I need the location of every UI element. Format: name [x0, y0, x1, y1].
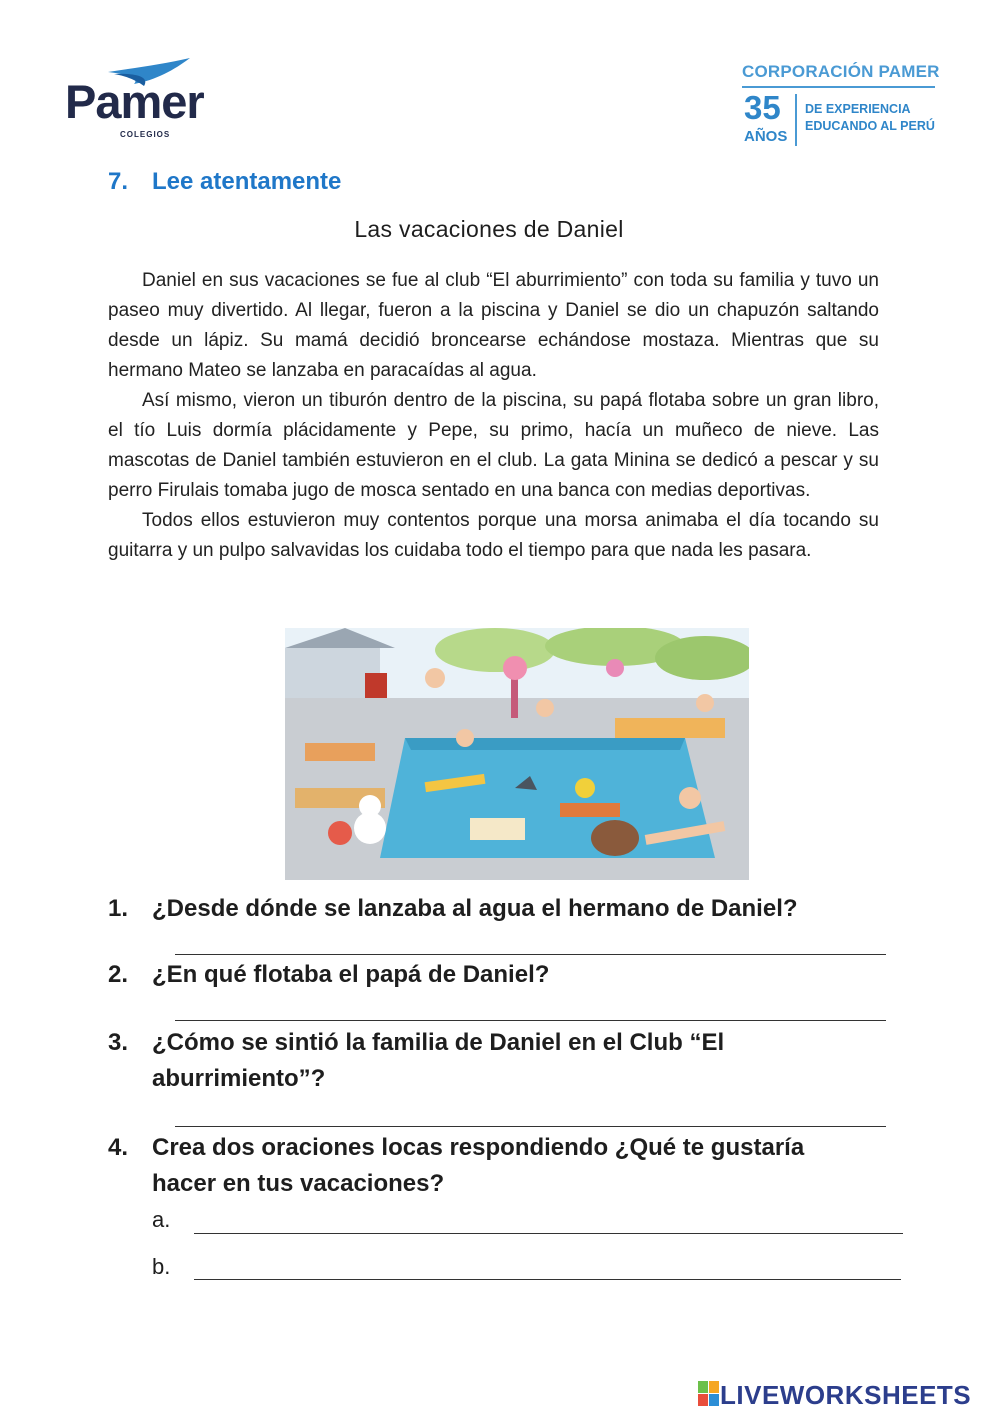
answer-line-a[interactable]: [194, 1233, 903, 1234]
liveworksheets-brand: LIVEWORKSHEETS: [720, 1380, 972, 1410]
years-number: 35: [744, 89, 781, 126]
story-paragraph: Así mismo, vieron un tiburón dentro de la piscina, su papá flotaba sobre un gran libro, el tío Luis dormía plácidamente y Pepe, su primo, hacía un muñeco de nieve. Las mascotas de Daniel también estuvieron en el club. La gata Minina se dedicó a pescar y su perro Firulais tomaba jugo de mosca sentado en una banca con medias deportivas.: [108, 390, 879, 501]
question-4-line-1: Crea dos oraciones locas respondiendo ¿Qué te gustaría: [152, 1134, 805, 1161]
liveworksheets-logo-icon: [698, 1381, 720, 1407]
years-separator: [795, 94, 797, 146]
answer-line-b[interactable]: [194, 1279, 901, 1280]
section-number: 7.: [108, 168, 129, 195]
question-3-line-2: aburrimiento”?: [152, 1065, 326, 1092]
question-1-number: 1.: [108, 895, 129, 922]
pamer-logo-text: Pamer: [65, 75, 204, 128]
section-title: Lee atentamente: [152, 168, 342, 195]
question-1-text: ¿Desde dónde se lanzaba al agua el hermano de Daniel?: [152, 895, 798, 922]
experience-line-1: DE EXPERIENCIA: [805, 102, 911, 116]
option-b-label: b.: [152, 1254, 171, 1279]
answer-line-2[interactable]: [175, 1020, 886, 1021]
question-2-number: 2.: [108, 961, 129, 988]
story-text: [108, 266, 879, 566]
answer-line-3[interactable]: [175, 1126, 886, 1127]
experience-line-2: EDUCANDO AL PERÚ: [805, 119, 935, 133]
answer-line-1[interactable]: [175, 954, 886, 955]
years-label: AÑOS: [744, 128, 788, 145]
experience-text: [805, 101, 935, 135]
question-3-text: [152, 1025, 892, 1097]
corporation-divider: [742, 86, 935, 88]
story-paragraph: Todos ellos estuvieron muy contentos porque una morsa animaba el día tocando su guitarra y un pulpo salvavidas los cuidaba todo el tiempo para que nada les pasara.: [108, 510, 879, 561]
question-3-line-1: ¿Cómo se sintió la familia de Daniel en el Club “El: [152, 1029, 725, 1056]
question-3-number: 3.: [108, 1029, 129, 1056]
option-a-label: a.: [152, 1207, 171, 1232]
story-title: Las vacaciones de Daniel: [354, 216, 624, 242]
question-4-text: [152, 1130, 892, 1202]
question-4-number: 4.: [108, 1134, 129, 1161]
question-4-line-2: hacer en tus vacaciones?: [152, 1170, 445, 1197]
corporation-title: CORPORACIÓN PAMER: [742, 62, 940, 81]
pamer-logo-subtitle: COLEGIOS: [120, 130, 171, 139]
story-paragraph: Daniel en sus vacaciones se fue al club “El aburrimiento” con toda su familia y tuvo un paseo muy divertido. Al llegar, fueron a la piscina y Daniel se dio un chapuzón saltando desde un lápiz. Su mamá decidió broncearse echándose mostaza. Mientras que su hermano Mateo se lanzaba en paracaídas al agua.: [108, 270, 879, 381]
question-2-text: ¿En qué flotaba el papá de Daniel?: [152, 961, 550, 988]
pool-party-illustration: [285, 628, 749, 880]
